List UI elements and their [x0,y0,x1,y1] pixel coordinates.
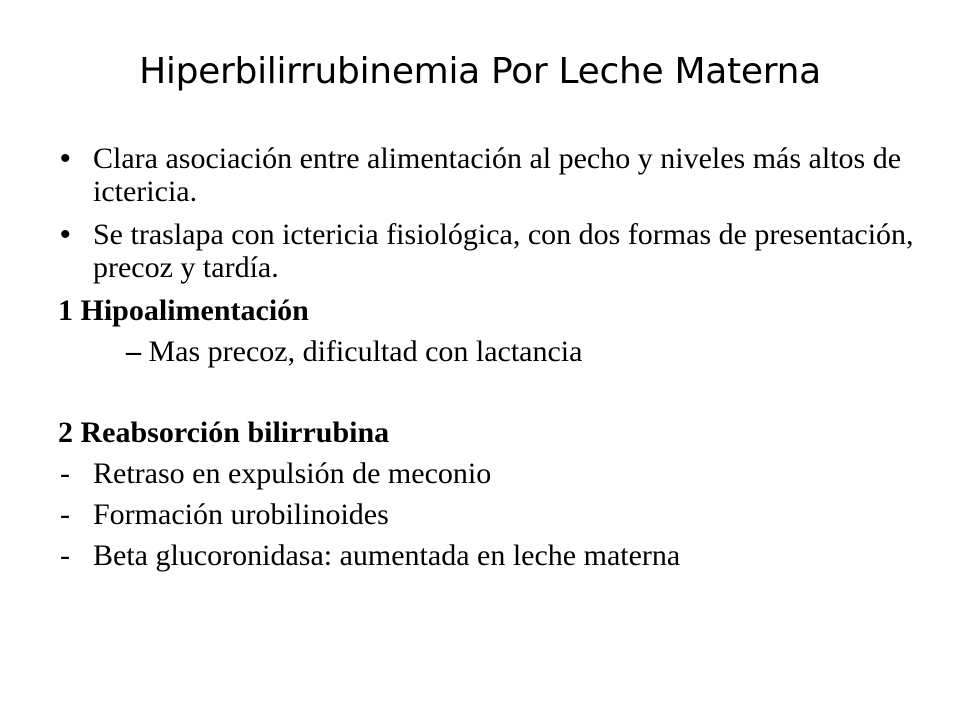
spacer [58,376,918,416]
list-marker: - [60,539,70,572]
bullet-item [58,142,918,208]
section-heading-1: 1 Hipoalimentación [58,294,309,327]
bullet-marker: • [60,218,71,251]
list-item [58,457,918,490]
list-text: Beta glucoronidasa: aumentada en leche materna [93,539,681,572]
bullet-text: Se traslapa con ictericia fisiológica, con dos formas de presentación, precoz y tardía. [93,218,914,284]
list-text: Retraso en expulsión de meconio [93,457,492,490]
sub-item [58,335,918,368]
list-marker: - [60,457,70,490]
bullet-marker: • [60,142,71,175]
sub-text: Mas precoz, dificultad con lactancia [148,335,583,368]
slide-body [58,142,918,580]
list-item [58,539,918,572]
bullet-text: Clara asociación entre alimentación al pecho y niveles más altos de ictericia. [93,142,902,208]
section-heading-2: 2 Reabsorción bilirrubina [58,416,390,449]
sub-marker: – [126,335,141,368]
list-marker: - [60,498,70,531]
list-item [58,498,918,531]
bullet-item [58,218,918,284]
slide-title: Hiperbilirrubinemia Por Leche Materna [139,51,821,92]
list-text: Formación urobilinoides [93,498,389,531]
